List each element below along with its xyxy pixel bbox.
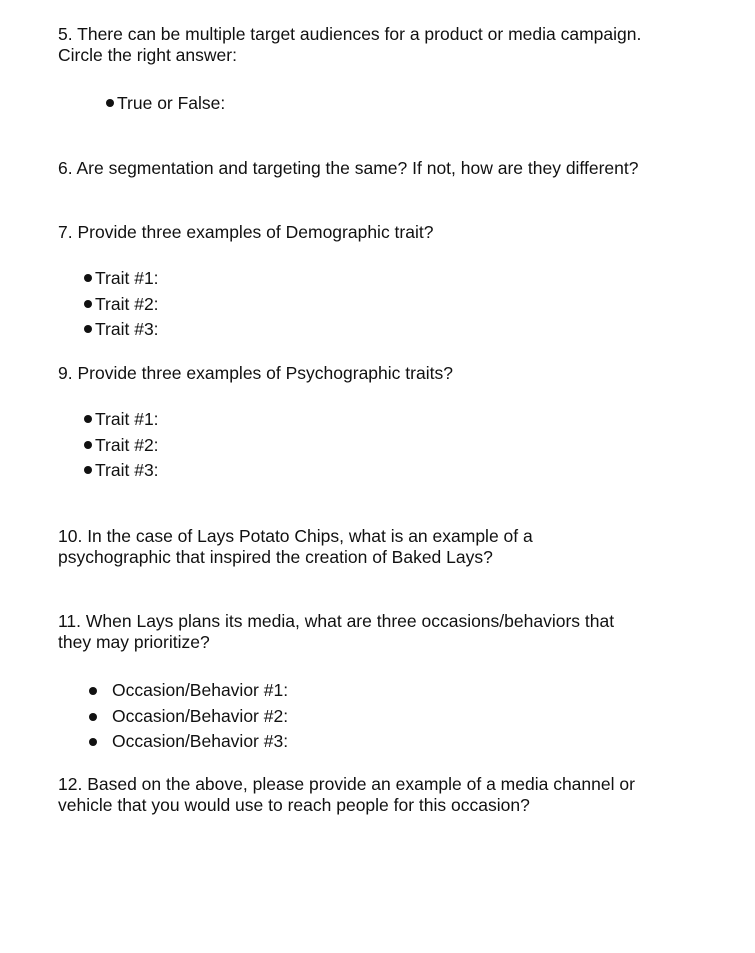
list-item: Trait #1: [84,268,735,294]
bullet-icon [84,274,92,282]
question-11-list [58,680,735,757]
question-7: 7. Provide three examples of Demographic trait? [58,222,434,242]
list-item: Occasion/Behavior #3: [58,731,735,757]
list-item: Trait #3: [84,460,735,486]
list-item: Occasion/Behavior #1: [58,680,735,706]
question-10: 10. In the case of Lays Potato Chips, what is an example of a psychographic that inspired the creation of Baked Lays? [58,526,533,567]
list-item: Trait #1: [84,409,735,435]
bullet-icon [84,325,92,333]
question-11: 11. When Lays plans its media, what are three occasions/behaviors that they may prioritize? [58,611,615,652]
list-item: Occasion/Behavior #2: [58,706,735,732]
bullet-icon [89,738,97,746]
question-5: 5. There can be multiple target audiences for a product or media campaign. Circle the right answer: [58,24,642,65]
list-item: Trait #3: [84,319,735,345]
bullet-icon [84,300,92,308]
question-5-option [106,93,735,114]
true-false-label: True or False: [117,93,226,113]
bullet-icon [89,713,97,721]
question-6: 6. Are segmentation and targeting the same? If not, how are they different? [58,158,639,178]
question-7-list [84,268,735,345]
list-item: Trait #2: [84,435,735,461]
question-9-list [84,409,735,486]
bullet-icon [84,415,92,423]
bullet-icon [84,466,92,474]
question-9: 9. Provide three examples of Psychographic traits? [58,363,453,383]
list-item: Trait #2: [84,294,735,320]
bullet-icon [84,441,92,449]
bullet-icon [89,687,97,695]
bullet-icon [106,99,114,107]
question-12: 12. Based on the above, please provide an example of a media channel or vehicle that you would use to reach people for this occasion? [58,774,635,815]
